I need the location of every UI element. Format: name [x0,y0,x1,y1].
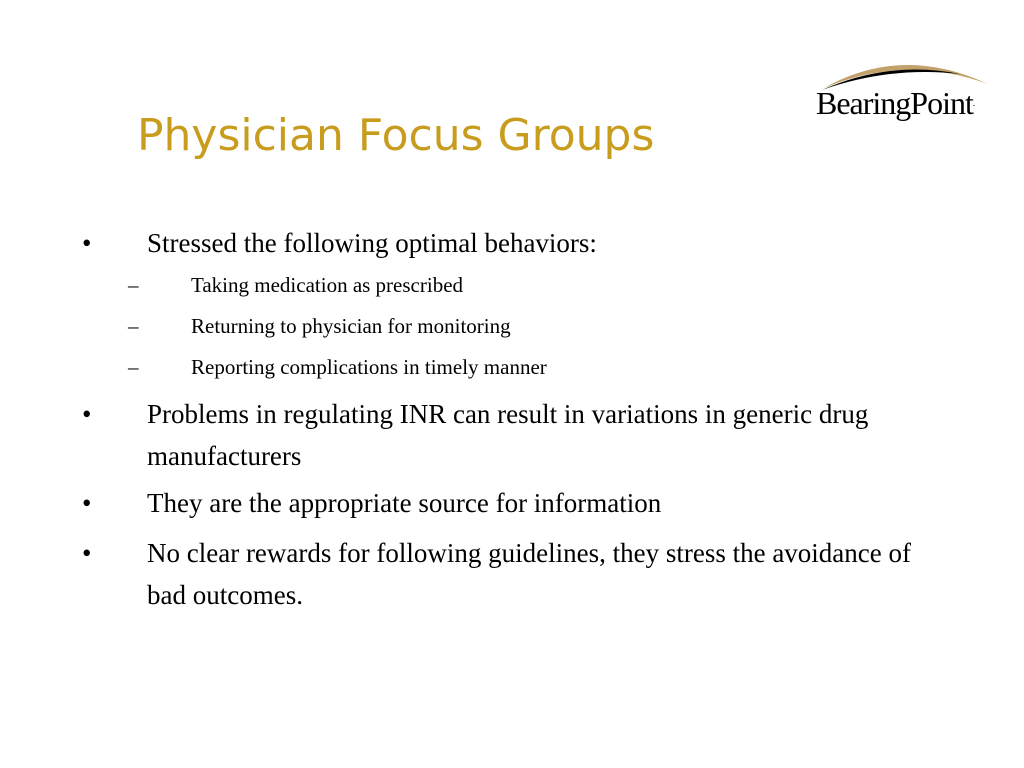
bullet-marker: • [82,488,92,518]
logo-trademark: . [972,98,976,108]
bullet-text: Stressed the following optimal behaviors: [147,228,597,258]
sub-bullet-marker: – [128,355,139,379]
bullet-marker: • [82,538,92,568]
sub-bullet-text: Taking medication as prescribed [191,273,464,297]
bullet-marker: • [82,399,92,429]
bullet-text: No clear rewards for following guidelines, they stress the avoidance of bad outcomes. [147,538,912,610]
logo-wordmark: BearingPoint. [816,85,976,121]
bullet-marker: • [82,228,92,258]
bearingpoint-logo [810,50,1000,128]
sub-bullet-text: Reporting complications in timely manner [191,355,547,379]
sub-bullet-marker: – [128,273,139,297]
slide-title: Physician Focus Groups [137,110,655,161]
sub-bullet-marker: – [128,314,139,338]
bullet-text: Problems in regulating INR can result in variations in generic drug manufacturers [147,399,869,471]
bullet-text: They are the appropriate source for information [147,488,662,518]
sub-bullet-text: Returning to physician for monitoring [191,314,511,338]
